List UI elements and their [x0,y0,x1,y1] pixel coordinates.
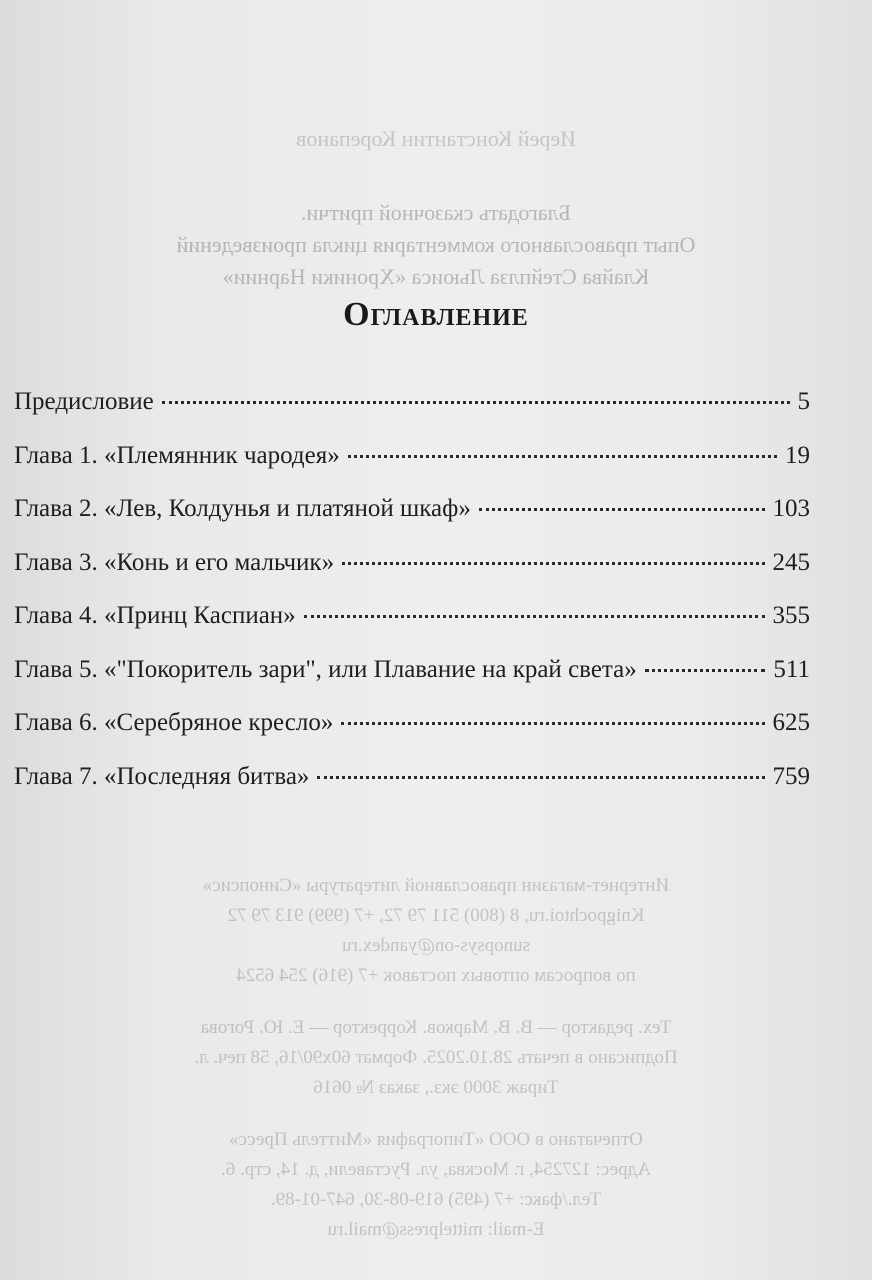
show-through-imprint-line: по вопросам оптовых поставок +7 (916) 254 6524 [236,965,636,986]
toc-entry-page: 625 [772,709,810,736]
toc-entry [14,656,810,710]
show-through-title [0,202,872,298]
toc-entry-title: Глава 5. «"Покоритель зари", или Плавание на край света» [14,655,637,683]
toc-entry [14,602,810,656]
toc-leader-dots [304,615,765,618]
toc-entry [14,763,810,817]
show-through-imprint-line: Отпечатано в ООО «Типография «Миттель Пресс» [229,1129,643,1150]
toc-leader-dots [342,562,764,565]
show-through-imprint-line: Интернет-магазин православной литературы «Синопсис» [202,875,670,896]
show-through-imprint-line: Подписано в печать 28.10.2025. Формат 60х90/16, 58 печ. л. [194,1047,678,1068]
show-through-imprint-line: Адрес: 127254, г. Москва, ул. Руставели, д. 14, стр. 6. [220,1159,652,1180]
toc-entry-title: Глава 6. «Серебряное кресло» [14,709,334,736]
toc-entry [14,549,810,603]
toc-entry-title: Глава 4. «Принц Каспиан» [14,602,296,629]
toc-entry-page: 5 [797,388,810,415]
show-through-imprint-line: Тел./факс: +7 (495) 619-08-30, 647-01-89. [270,1189,602,1210]
toc-leader-dots [317,776,764,779]
show-through-imprint-line: Тех. редактор — В. В. Марков. Корректор — Е. Ю. Рогова [200,1017,672,1038]
show-through-imprint-line: E-mail: mittelpress@mail.ru [327,1219,545,1240]
show-through-imprint-line: Тираж 3000 экз., заказ № 0616 [313,1077,559,1098]
toc-entry-page: 355 [772,602,810,629]
table-of-contents [14,388,810,816]
toc-entry-page: 245 [772,548,810,576]
toc-entry-title: Предисловие [14,388,154,415]
show-through-author-line: Иерей Константин Корепанов [296,126,576,151]
toc-entry-page: 759 [772,762,810,790]
toc-entry [14,442,810,496]
toc-entry-page: 103 [772,495,810,522]
toc-entry-title: Глава 3. «Конь и его мальчик» [14,548,335,576]
toc-entry-page: 19 [785,441,810,469]
show-through-imprint-line: sunopsys-on@yandex.ru [342,935,530,956]
toc-entry-title: Глава 7. «Последняя битва» [14,762,310,790]
toc-entry-title: Глава 1. «Племянник чародея» [14,441,340,469]
toc-leader-dots [645,669,766,672]
toc-entry-page: 511 [773,655,810,683]
toc-entry [14,388,810,442]
toc-entry [14,495,810,549]
toc-heading: Оглавление [343,296,529,333]
toc-leader-dots [341,722,764,725]
toc-leader-dots [348,455,777,458]
show-through-author [0,128,872,150]
show-through-imprint-line: Knigpochtoi.ru, 8 (800) 511 79 72, +7 (999) 913 79 72 [227,905,645,926]
toc-leader-dots [162,401,790,404]
show-through-title-line: Опыт православного комментария цикла произведений [176,232,696,257]
show-through-imprint [0,876,872,1250]
show-through-title-line: Клайва Стейплза Льюиса «Хроники Нарнии» [222,264,650,289]
show-through-title-line: Благодать сказочной притчи. [301,200,571,225]
toc-entry-title: Глава 2. «Лев, Колдунья и платяной шкаф» [14,495,471,522]
toc-entry [14,709,810,763]
toc-leader-dots [479,508,765,511]
